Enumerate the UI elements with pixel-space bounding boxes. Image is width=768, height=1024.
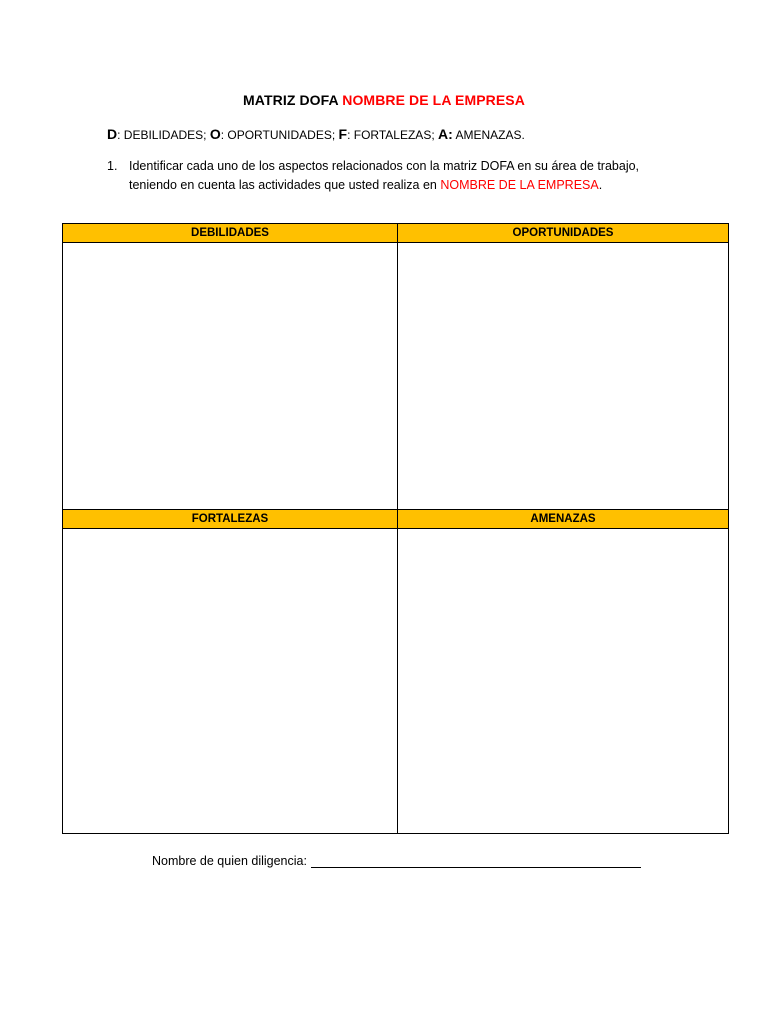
header-debilidades: DEBILIDADES (63, 224, 397, 243)
cell-amenazas-body[interactable] (398, 529, 728, 833)
instruction-text (129, 157, 667, 195)
title-prefix: MATRIZ DOFA (243, 92, 339, 108)
legend-f-text: : FORTALEZAS; (347, 128, 438, 142)
dofa-matrix-table (62, 223, 729, 834)
legend-d-text: : DEBILIDADES; (117, 128, 210, 142)
instruction-line2-pre: teniendo en cuenta las actividades que usted realiza en (129, 178, 441, 192)
instruction-line1: Identificar cada uno de los aspectos relacionados con la matriz DOFA en su área de trabajo, (129, 159, 640, 173)
document-title (0, 92, 768, 108)
signature-label: Nombre de quien diligencia: (152, 854, 307, 868)
dofa-legend (107, 126, 525, 142)
legend-d-key: D (107, 126, 118, 142)
legend-o-key: O (209, 126, 221, 142)
instruction-line2-post: . (598, 178, 603, 192)
header-oportunidades: OPORTUNIDADES (398, 224, 728, 243)
header-amenazas: AMENAZAS (398, 510, 728, 529)
header-fortalezas: FORTALEZAS (63, 510, 397, 529)
instruction-company-name: NOMBRE DE LA EMPRESA (440, 178, 599, 192)
column-divider (397, 224, 398, 833)
legend-o-text: : OPORTUNIDADES; (220, 128, 339, 142)
cell-debilidades-body[interactable] (63, 243, 397, 508)
cell-fortalezas-body[interactable] (63, 529, 397, 833)
legend-f-key: F (338, 126, 348, 142)
instruction-item (107, 157, 667, 195)
cell-oportunidades-body[interactable] (398, 243, 728, 508)
legend-a-text: AMENAZAS. (452, 128, 525, 142)
legend-a-key: A: (438, 126, 453, 142)
signature-blank[interactable] (311, 853, 641, 868)
signature-line (152, 853, 641, 868)
title-company-name: NOMBRE DE LA EMPRESA (342, 92, 525, 108)
instruction-number: 1. (107, 159, 118, 173)
